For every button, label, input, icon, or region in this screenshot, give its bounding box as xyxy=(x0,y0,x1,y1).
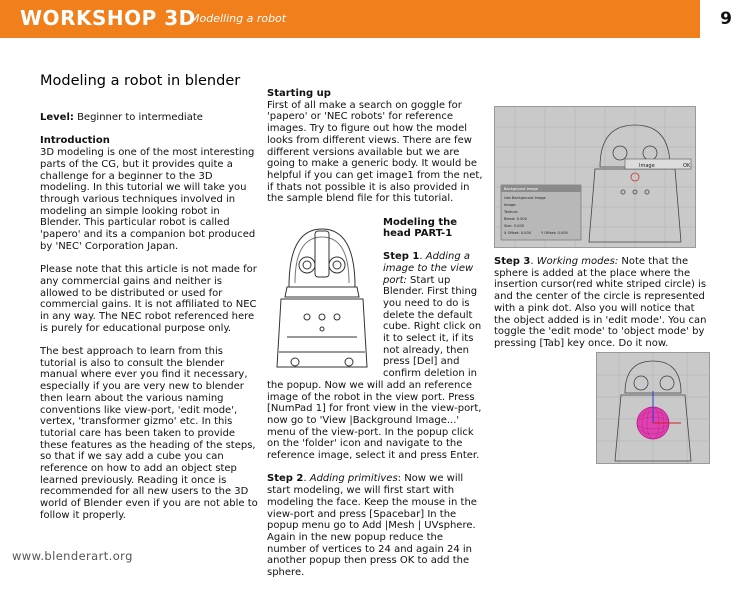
starting-paragraph: First of all make a search on goggle for 'papero' or 'NEC robots' for reference images. Try to figure out how the model looks from different views. There are few different versions available but we are going to make a generic body. It would be helpful if you can get image1 from the net, if thats not possible it is also provided in the sample blend file for this tutorial. xyxy=(267,99,483,205)
column-1 xyxy=(40,72,258,533)
panel-y-offset: Y Offset: 0.000 xyxy=(541,231,568,235)
article-title: Modeling a robot in blender xyxy=(40,73,241,89)
step3-intro: Step 3. Working modes: Note that the sphere is added at the place where the insertion cursor(red white striped circle) is and the center of the circle is represented with a pink dot. Also you will notice that the object added is in 'edit mode'. You can toggle the 'edit mode' to 'object mode' by pressing [Tab] key once. Do it now. xyxy=(494,256,707,349)
level-label: Level: xyxy=(40,112,74,123)
starting-heading: Starting up xyxy=(267,88,331,99)
column-2 xyxy=(267,88,485,590)
level-line xyxy=(40,112,258,124)
level-value: Beginner to intermediate xyxy=(73,112,203,123)
panel-blend: Blend: 0.500 xyxy=(504,217,527,221)
article-subtitle: Modelling a robot xyxy=(190,12,287,25)
step1-paragraph: Step 1. Adding a image to the view port: Start up Blender. First thing you need to do is delete the default cube. Right click on it to select it, if its not already, then press [Del] and confirm deletion in the popup. Now we will add an reference image of the robot in the view port. Press [NumPad 1] for front view in the view-port, now go to 'View |Background Image...' menu of the view-port. In the popup click on the 'folder' icon and navigate to the reference image, select it and press Enter. xyxy=(267,251,482,462)
intro-paragraph: 3D modeling is one of the most interesting parts of the CG, but it provides quite a challenge for a beginner to the 3D modeling. In this tutorial we will take you through various techniques involved in modeling an simple looking robot in Blender. This particular robot is called 'papero' and its a companion bot produced by 'NEC' Corporation Japan. xyxy=(40,147,256,252)
panel-texture: Texture: xyxy=(504,210,519,214)
popup-label: Image xyxy=(639,163,655,169)
robot-reference-drawing xyxy=(267,217,377,375)
intro-heading: Introduction xyxy=(40,135,110,147)
part-heading: Modeling the head PART-1 xyxy=(383,216,458,240)
panel-title: Background Image xyxy=(504,187,538,191)
page-header xyxy=(0,0,700,38)
popup-ok: OK xyxy=(683,163,691,169)
magazine-section-title: WORKSHOP 3D xyxy=(20,6,196,30)
note-paragraph: Please note that this article is not made for any commercial gains and neither is allowed to be distributed or used for commercial gains. It is not affiliated to NEC in any way. The NEC robot referenced here is purely for educational purpose only. xyxy=(40,264,257,334)
panel-use: Use Background Image xyxy=(504,196,546,200)
blender-viewport-screenshot-1 xyxy=(494,106,696,248)
panel-image: Image: xyxy=(504,203,517,207)
panel-x-offset: X Offset: 0.000 xyxy=(504,231,532,235)
step2-paragraph: Step 2. Adding primitives: Now we will start modeling, we will first start with modeling the face. Keep the mouse in the view-port and press [Spacebar] In the popup menu go to Add |Mesh | UVsphere. Again in the new popup reduce the number of vertices to 24 and again 24 in another popup then press OK to add the sphere. xyxy=(267,473,477,579)
approach-paragraph: The best approach to learn from this tutorial is also to consult the blender manual where ever you find it necessary, especially if you are very new to blender then learn about the various naming conventions like view-port, 'edit mode', vertex, 'transformer gizmo' etc. In this tutorial care has been taken to provide these features as the heading of the steps, so that if we say add a cube you can reference on how to add an object step learned previously. Reading it once is recommended for all new users to the 3D world of Blender even if you are not able to follow it properly. xyxy=(40,346,258,521)
blender-viewport-screenshot-2 xyxy=(596,352,710,464)
footer-url: www.blenderart.org xyxy=(12,549,133,563)
panel-size: Size: 5.000 xyxy=(504,224,525,228)
page-number: 9 xyxy=(720,9,732,29)
column-3 xyxy=(494,76,712,361)
